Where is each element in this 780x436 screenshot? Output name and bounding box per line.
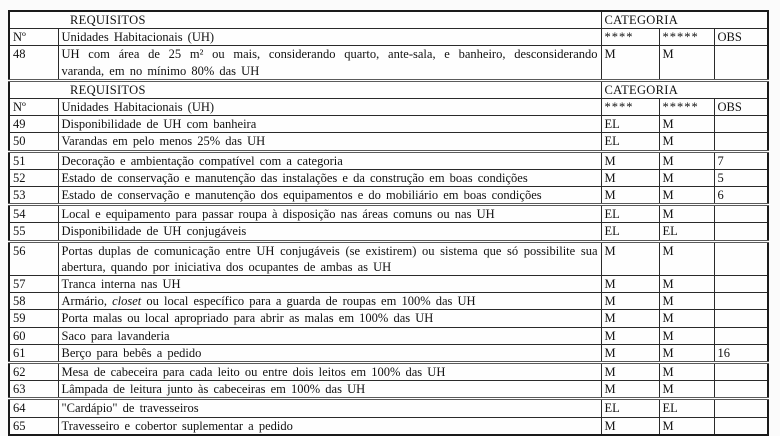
column-header-row (9, 29, 768, 46)
requirement-description: Porta malas ou local apropriado para abrir as malas em 100% das UH (58, 310, 601, 327)
requirement-number: 56 (9, 241, 58, 275)
table-row (9, 310, 768, 327)
requirement-number: 52 (9, 169, 58, 186)
category-4-star-value: M (601, 417, 659, 435)
obs-value (714, 310, 768, 327)
requirement-number: 49 (9, 116, 58, 133)
num-column-header: Nº (9, 29, 58, 46)
requirement-description: Travesseiro e cobertor suplementar a pedido (58, 417, 601, 435)
requirement-description: Decoração e ambientação compatível com a categoria (58, 151, 601, 169)
category-5-star-value: M (659, 116, 714, 133)
table-row (9, 399, 768, 417)
category-4-star-value: M (601, 46, 659, 80)
requirement-description: Disponibilidade de UH conjugáveis (58, 223, 601, 241)
requirement-number: 63 (9, 381, 58, 399)
obs-value (714, 293, 768, 310)
five-star-column-header: ***** (659, 99, 714, 116)
category-4-star-value: M (601, 344, 659, 362)
requirement-description: Disponibilidade de UH com banheira (58, 116, 601, 133)
categoria-header: CATEGORIA (601, 11, 768, 29)
table-row (9, 223, 768, 241)
category-5-star-value: M (659, 241, 714, 275)
category-4-star-value: M (601, 310, 659, 327)
category-5-star-value: EL (659, 399, 714, 417)
requirement-description: Local e equipamento para passar roupa à disposição nas áreas comuns ou nas UH (58, 205, 601, 223)
requirement-description: Saco para lavanderia (58, 327, 601, 344)
category-4-star-value: EL (601, 116, 659, 133)
table-row (9, 187, 768, 205)
obs-value (714, 46, 768, 80)
table-row (9, 344, 768, 362)
requisitos-header: REQUISITOS (9, 80, 601, 98)
category-4-star-value: M (601, 276, 659, 293)
requirement-number: 57 (9, 276, 58, 293)
table-row (9, 241, 768, 275)
requirement-description: Estado de conservação e manutenção das instalações e da construção em boas condições (58, 169, 601, 186)
requirement-number: 60 (9, 327, 58, 344)
category-5-star-value: M (659, 381, 714, 399)
category-5-star-value: M (659, 151, 714, 169)
table-row (9, 151, 768, 169)
category-4-star-value: EL (601, 223, 659, 241)
requirement-description: Berço para bebês a pedido (58, 344, 601, 362)
category-4-star-value: M (601, 363, 659, 381)
requirement-number: 59 (9, 310, 58, 327)
requirement-description: Armário, closet ou local específico para a guarda de roupas em 100% das UH (58, 293, 601, 310)
group-header-row (9, 80, 768, 98)
table-row (9, 363, 768, 381)
obs-value (714, 417, 768, 435)
requirement-number: 55 (9, 223, 58, 241)
table-row (9, 381, 768, 399)
category-4-star-value: EL (601, 133, 659, 151)
category-5-star-value: M (659, 417, 714, 435)
category-5-star-value: M (659, 310, 714, 327)
obs-value: 5 (714, 169, 768, 186)
requirement-description: Tranca interna nas UH (58, 276, 601, 293)
requirement-number: 62 (9, 363, 58, 381)
requirements-table (8, 10, 769, 436)
requirement-description: Portas duplas de comunicação entre UH conjugáveis (se existirem) ou sistema que só possibilite sua abertura, quando por iniciativa dos ocupantes de ambas as UH (58, 241, 601, 275)
requirement-description: Lâmpada de leitura junto às cabeceiras em 100% das UH (58, 381, 601, 399)
category-5-star-value: M (659, 293, 714, 310)
obs-value: 16 (714, 344, 768, 362)
requirement-number: 51 (9, 151, 58, 169)
obs-value (714, 276, 768, 293)
table-row (9, 116, 768, 133)
requirement-number: 48 (9, 46, 58, 80)
table-row (9, 293, 768, 310)
category-4-star-value: M (601, 187, 659, 205)
table-row (9, 417, 768, 435)
table-row (9, 205, 768, 223)
requirement-number: 64 (9, 399, 58, 417)
category-5-star-value: M (659, 327, 714, 344)
uh-column-header: Unidades Habitacionais (UH) (58, 99, 601, 116)
requirement-number: 53 (9, 187, 58, 205)
table-row (9, 276, 768, 293)
four-star-column-header: **** (601, 29, 659, 46)
four-star-column-header: **** (601, 99, 659, 116)
category-4-star-value: EL (601, 399, 659, 417)
categoria-header: CATEGORIA (601, 80, 768, 98)
obs-value: 6 (714, 187, 768, 205)
requirement-description: UH com área de 25 m² ou mais, considerando quarto, ante-sala, e banheiro, desconsiderando varanda, em no mínimo 80% das UH (58, 46, 601, 80)
requisitos-header: REQUISITOS (9, 11, 601, 29)
obs-value (714, 223, 768, 241)
requirement-description: Varandas em pelo menos 25% das UH (58, 133, 601, 151)
obs-value (714, 133, 768, 151)
category-4-star-value: M (601, 169, 659, 186)
requirement-description: Estado de conservação e manutenção dos equipamentos e do mobiliário em boas condições (58, 187, 601, 205)
requirement-description: Mesa de cabeceira para cada leito ou entre dois leitos em 100% das UH (58, 363, 601, 381)
table-row (9, 327, 768, 344)
table-section-2 (9, 80, 768, 435)
category-5-star-value: EL (659, 223, 714, 241)
table-row (9, 169, 768, 186)
obs-value (714, 399, 768, 417)
category-4-star-value: M (601, 241, 659, 275)
obs-value (714, 116, 768, 133)
uh-column-header: Unidades Habitacionais (UH) (58, 29, 601, 46)
category-5-star-value: M (659, 46, 714, 80)
requirement-number: 65 (9, 417, 58, 435)
table-row (9, 133, 768, 151)
category-5-star-value: M (659, 187, 714, 205)
requirement-number: 61 (9, 344, 58, 362)
category-4-star-value: M (601, 293, 659, 310)
requirement-description: "Cardápio" de travesseiros (58, 399, 601, 417)
table-section-1 (9, 11, 768, 80)
num-column-header: Nº (9, 99, 58, 116)
obs-value (714, 327, 768, 344)
category-4-star-value: M (601, 151, 659, 169)
category-5-star-value: M (659, 205, 714, 223)
requirement-number: 54 (9, 205, 58, 223)
category-4-star-value: M (601, 381, 659, 399)
obs-value (714, 381, 768, 399)
category-5-star-value: M (659, 133, 714, 151)
category-5-star-value: M (659, 169, 714, 186)
obs-value (714, 363, 768, 381)
obs-value (714, 241, 768, 275)
five-star-column-header: ***** (659, 29, 714, 46)
category-5-star-value: M (659, 276, 714, 293)
requirement-number: 50 (9, 133, 58, 151)
requirement-number: 58 (9, 293, 58, 310)
table-row (9, 46, 768, 80)
category-5-star-value: M (659, 344, 714, 362)
group-header-row (9, 11, 768, 29)
category-5-star-value: M (659, 363, 714, 381)
category-4-star-value: M (601, 327, 659, 344)
obs-column-header: OBS (714, 99, 768, 116)
obs-value: 7 (714, 151, 768, 169)
category-4-star-value: EL (601, 205, 659, 223)
column-header-row (9, 99, 768, 116)
obs-column-header: OBS (714, 29, 768, 46)
obs-value (714, 205, 768, 223)
